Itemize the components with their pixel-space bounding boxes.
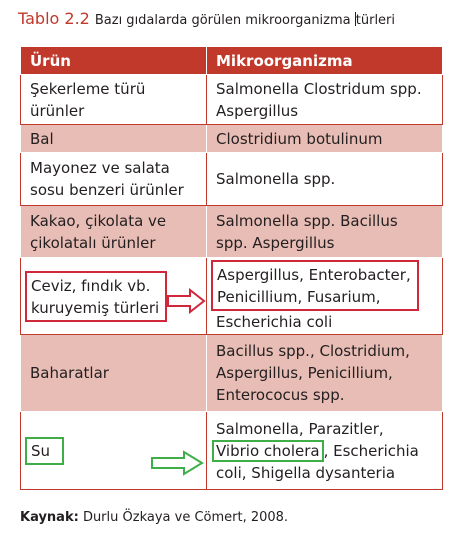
header-product: Ürün [21, 47, 207, 75]
microorganism-table [20, 46, 443, 490]
table-row [21, 412, 443, 490]
cell-microorganism: Salmonella spp. Bacillus spp. Aspergillus [207, 206, 443, 258]
title-text-end: türleri [355, 13, 396, 28]
cell-microorganism: Aspergillus, Enterobacter, Penicillium, Fusarium, Escherichia coli [207, 258, 443, 335]
table-row [21, 335, 443, 412]
table-row [21, 125, 443, 153]
source-label: Kaynak: [20, 510, 79, 525]
highlight-box-green: Vibrio cholera [212, 440, 324, 462]
cell-microorganism: Salmonella, Parazitler, Vibrio cholera , Escherichia coli, Shigella dysanteria [207, 412, 443, 490]
red-arrow-icon [166, 288, 206, 314]
highlight-box-red: Aspergillus, Enterobacter, Penicillium, Fusarium, [211, 260, 419, 311]
highlight-box-green: Su [25, 437, 64, 465]
table-number: Tablo 2.2 [18, 9, 90, 28]
cell-product: Şekerleme türü ürünler [21, 75, 207, 125]
source-text: Durlu Özkaya ve Cömert, 2008. [82, 510, 289, 525]
cell-product: Kakao, çikolata ve çikolatalı ürünler [21, 206, 207, 258]
table-row [21, 258, 443, 335]
cell-product: Baharatlar [21, 335, 207, 412]
table-header-row [21, 47, 443, 75]
cell-product: Bal [21, 125, 207, 153]
cell-product: Mayonez ve salata sosu benzeri ürünler [21, 153, 207, 206]
header-microorganism: Mikroorganizma [207, 47, 443, 75]
cell-microorganism: Salmonella spp. [207, 153, 443, 206]
cell-microorganism: Clostridium botulinum [207, 125, 443, 153]
source-note [20, 510, 288, 525]
highlight-box-red: Ceviz, fındık vb. kuruyemiş türleri [25, 271, 167, 322]
table-caption [18, 9, 443, 33]
cell-microorganism: Salmonella Clostridum spp. Aspergillus [207, 75, 443, 125]
title-text-start: Bazı gıdalarda görülen mikroorganizma [94, 13, 355, 28]
table-row [21, 206, 443, 258]
cell-microorganism: Bacillus spp., Clostridium, Aspergillus, Penicillium, Enterococus spp. [207, 335, 443, 412]
green-arrow-icon [150, 450, 204, 476]
table-row [21, 153, 443, 206]
table-row [21, 75, 443, 125]
table-title [95, 12, 395, 28]
